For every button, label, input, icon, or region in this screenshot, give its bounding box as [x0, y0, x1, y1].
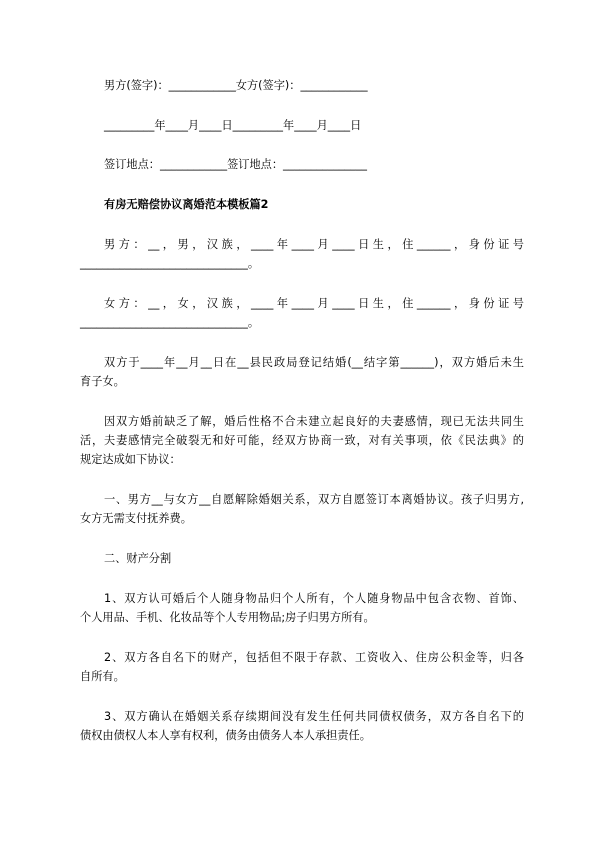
item-1-line-2: 个人用品、手机、化妆品等个人专用物品;房子归男方所有。 [80, 611, 375, 624]
clause-2-heading: 二、财产分割 [104, 552, 172, 565]
female-party-line-2: ______________________________。 [80, 316, 260, 329]
clause-1-line-1: 一、男方__与女方__自愿解除婚姻关系，双方自愿签订本离婚协议。孩子归男方, [104, 493, 524, 506]
item-3-line-1: 3、双方确认在婚姻关系存续期间没有发生任何共同债权债务，双方各自名下的 [104, 710, 524, 723]
reason-paragraph-line-3: 规定达成如下协议： [80, 453, 181, 466]
clause-1-line-2: 女方无需支付抚养费。 [80, 512, 192, 525]
item-2-line-1: 2、双方各自名下的财产，包括但不限于存款、工资收入、住房公积金等，归各 [104, 651, 524, 664]
date-line: _________年____月____日_________年____月____日 [104, 119, 362, 132]
item-1-line-1: 1、双方认可婚后个人随身物品归个人所有，个人随身物品中包含衣物、首饰、 [104, 592, 524, 605]
male-party-line-2: ______________________________。 [80, 257, 260, 270]
item-2-line-2: 自所有。 [80, 670, 125, 683]
signing-place-line: 签订地点：____________签订地点：_______________ [104, 158, 367, 171]
section-title: 有房无赔偿协议离婚范本模板篇2 [104, 198, 269, 211]
reason-paragraph-line-1: 因双方婚前缺乏了解，婚后性格不合未建立起良好的夫妻感情，现已无法共同生 [104, 415, 524, 428]
signature-line: 男方(签字)：____________女方(签字)：____________ [104, 79, 368, 92]
marriage-paragraph-line-2: 育子女。 [80, 375, 125, 388]
reason-paragraph-line-2: 活，夫妻感情完全破裂无和好可能，经双方协商一致，对有关事项，依《民法典》的 [80, 434, 524, 447]
male-party-line-1: 男方：__，男，汉族，____年____月____日生，住______，身份证号 [104, 238, 524, 251]
marriage-paragraph-line-1: 双方于____年__月__日在__县民政局登记结婚(__结字第______)，双方婚后未生 [104, 356, 524, 369]
item-3-line-2: 债权由债权人本人享有权利，债务由债务人本人承担责任。 [80, 729, 371, 742]
female-party-line-1: 女方：__，女，汉族，____年____月____日生，住______，身份证号 [104, 297, 524, 310]
